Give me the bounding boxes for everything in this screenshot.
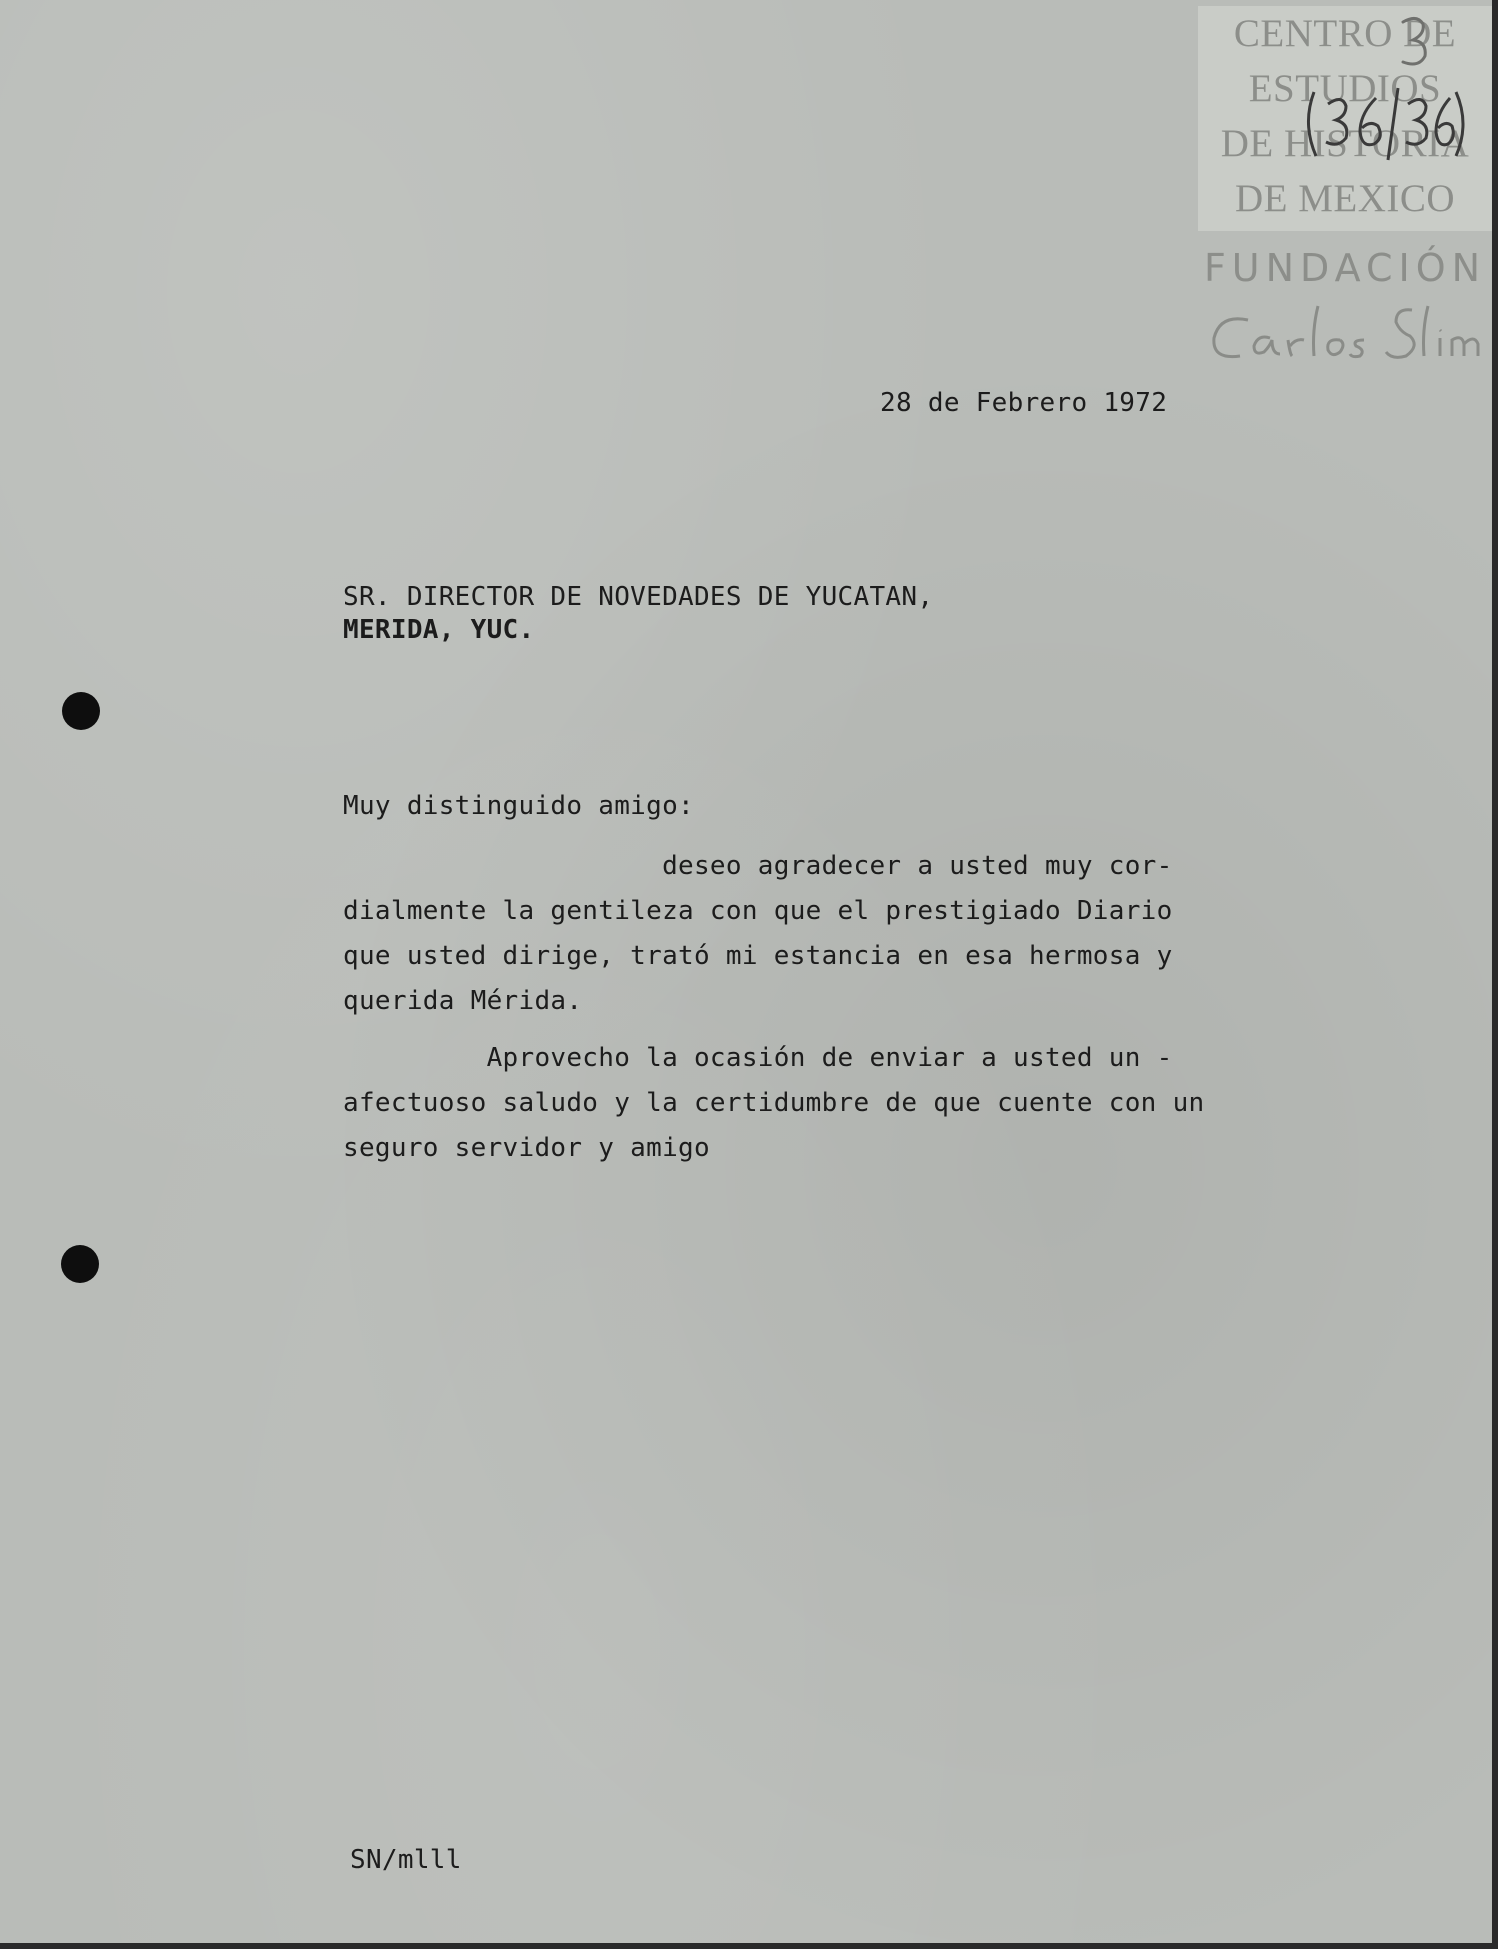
handwritten-folio-note [1300,84,1470,164]
letter-date: 28 de Febrero 1972 [880,388,1168,418]
body-paragraph-2: Aprovecho la ocasión de enviar a usted un - afectuoso saludo y la certidumbre de que cuente con un seguro servidor y amigo [343,1043,1205,1163]
handwritten-page-number [1395,12,1435,72]
punch-hole-lower [61,1245,99,1283]
recipient-line-1: SR. DIRECTOR DE NOVEDADES DE YUCATAN, [343,582,934,612]
stamp-line-2: ESTUDIOS [1248,67,1442,110]
stamp-line-4: DE MEXICO [1234,177,1456,220]
salutation: Muy distinguido amigo: [343,791,694,821]
stamp-line-3: DE HISTORIA [1220,122,1470,165]
stamp-line-1: CENTRO DE [1233,12,1457,55]
punch-hole-upper [62,692,100,730]
recipient-line-2: MERIDA, YUC. [343,615,535,645]
body-paragraph-1: deseo agradecer a usted muy cor- dialmente la gentileza con que el prestigiado Diario que usted dirige, trató mi estancia en esa hermosa y querida Mérida. [343,851,1173,1016]
foundation-label: FUNDACIÓN [1203,246,1487,290]
typist-initials: SN/mlll [350,1845,462,1875]
foundation-signature-logo [1200,300,1492,372]
